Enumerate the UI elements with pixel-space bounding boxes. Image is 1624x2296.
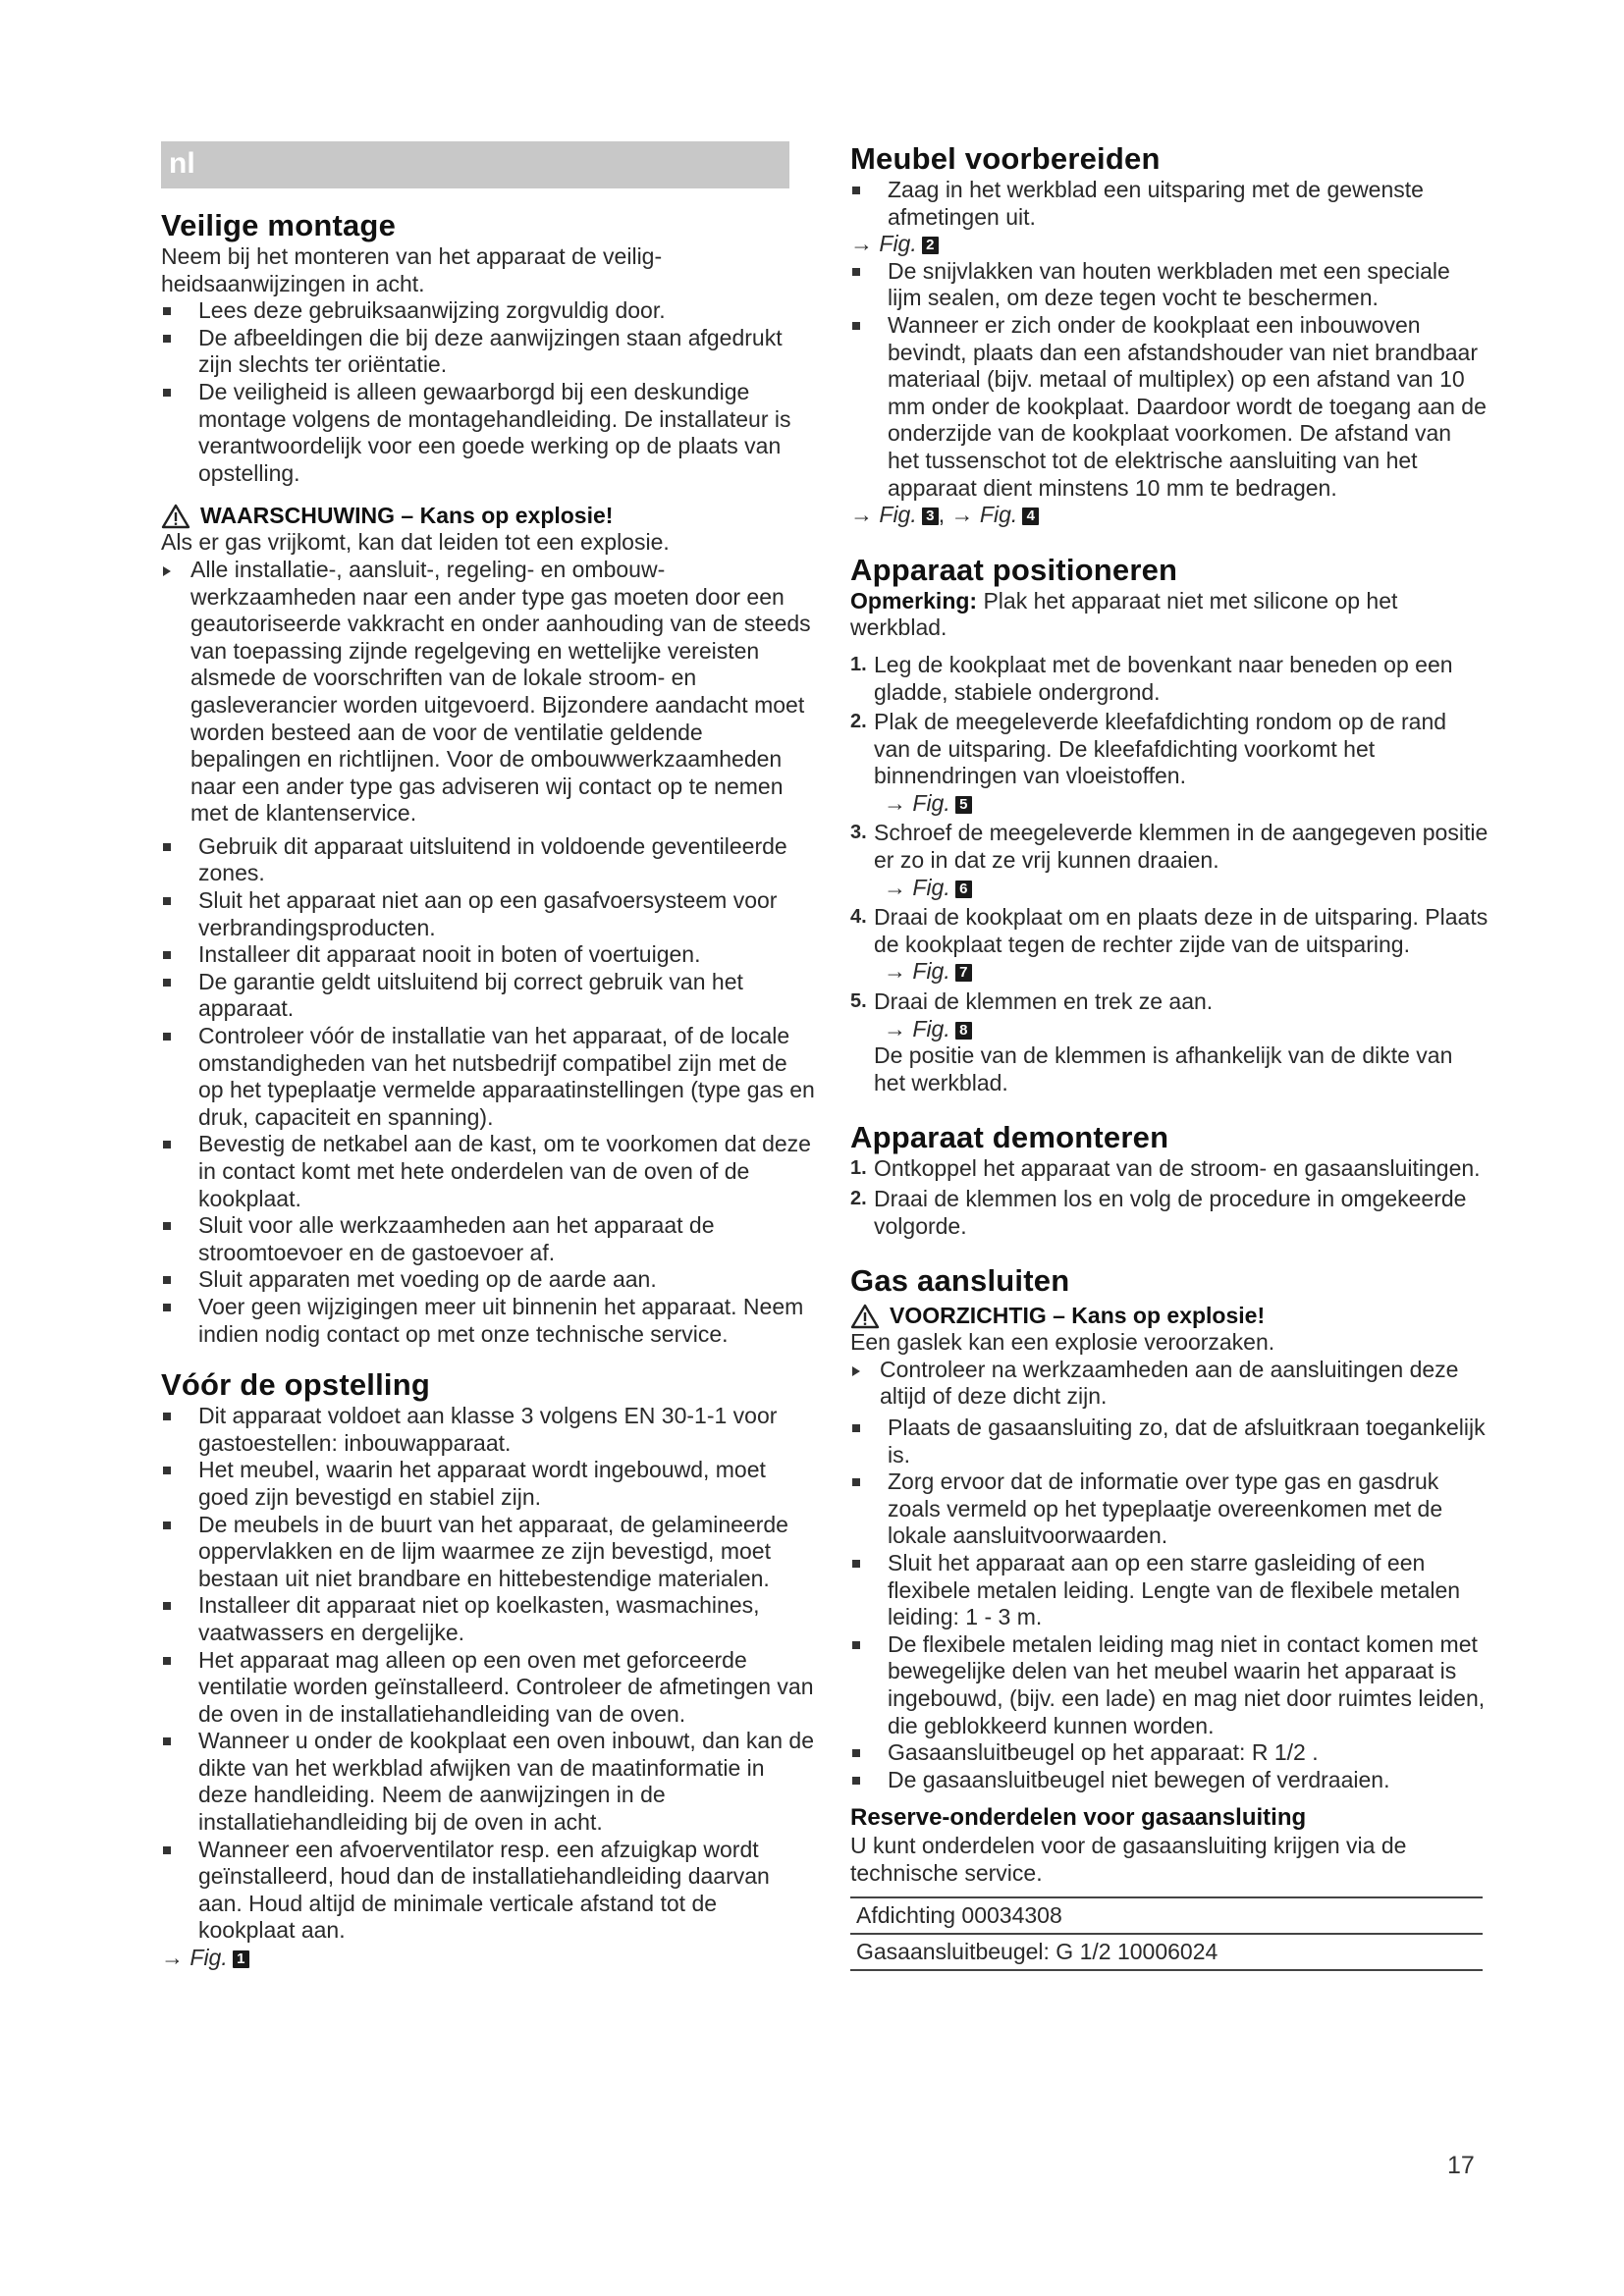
table-cell: Afdichting 00034308 (850, 1897, 1483, 1934)
step-text: Plak de meegeleverde kleefafdichting rondom op de rand van de uitsparing. De kleefafdichting voorkomt het binnendringen van vloeistoffen. (874, 709, 1447, 789)
warning-icon (850, 1304, 880, 1329)
list-item: De meubels in de buurt van het apparaat, de gelamineerde oppervlakken en de lijm waarmee ze zijn bevestigd, moet bestaan uit niet brandbare en hittebestendige materialen. (161, 1512, 815, 1593)
fig-label: Fig. (912, 958, 950, 985)
fig-number: 4 (1022, 507, 1039, 525)
list-item: Bevestig de netkabel aan de kast, om te voorkomen dat deze in contact komt met hete onderdelen van de oven of de kookplaat. (161, 1131, 815, 1212)
fig-number: 7 (955, 964, 972, 982)
step-item (850, 709, 1489, 817)
note-text: Plak het apparaat niet met silicone op het werkblad. (850, 587, 1398, 641)
fig-label: Fig. (912, 789, 950, 816)
caution-title: VOORZICHTIG – Kans op explosie! (890, 1303, 1266, 1329)
list-item: Wanneer er zich onder de kookplaat een inbouwoven bevindt, plaats dan een afstandshouder van niet brandbaar materiaal (bijv. metaal of multiplex) op een afstand van 10 mm onder de kookplaat. Daardoor wordt de toegang aan de onderzijde van de kookplaat voorkomen. De afstand van het tussenschot tot de elektrische aansluiting van het apparaat dient minstens 10 mm te bedragen. (850, 312, 1489, 502)
section-meubel (850, 141, 1489, 1971)
step-item (850, 1155, 1489, 1183)
figure-reference: → Fig. 3 , → Fig. 4 (850, 502, 1489, 529)
parts-table (850, 1896, 1483, 1971)
note (850, 588, 1489, 642)
warning-action: Alle installatie-, aansluit-, regeling- en ombouwwerkzaamheden naar een ander type gas moeten door een geautoriseerde vakkracht en onder aanhouding van de steeds van toepassing zijnde regelgeving en wettelijke vereisten alsmede de voorschriften van de lokale stroom- en gasleverancier worden uitgevoerd. Bijzondere aandacht moet worden besteed aan de voor de ventilatie geldende bepalingen en richtlijnen. Voor de ombouwwerkzaamheden naar een ander type gas adviseren wij contact op te nemen met de klantenservice. (161, 557, 815, 828)
heading-veilige-montage: Veilige montage (161, 208, 397, 242)
heading-gas-aansluiten: Gas aansluiten (850, 1263, 1070, 1299)
step-note: De positie van de klemmen is afhankelijk van de dikte van het werkblad. (874, 1042, 1453, 1095)
step-number: 3. (850, 822, 867, 844)
list-item: De gasaansluitbeugel niet bewegen of verdraaien. (850, 1767, 1489, 1794)
list-item: Controleer vóór de installatie van het apparaat, of de locale omstandigheden van het nutsbedrijf compatibel zijn met de op het typeplaatje vermelde apparaatinstellingen (type gas en druk, capaciteit en spanning). (161, 1023, 815, 1131)
fig-label: Fig. (979, 502, 1018, 528)
note-label: Opmerking: (850, 587, 978, 614)
heading-voor-opstelling: Vóór de opstelling (161, 1367, 431, 1403)
warning-icon (161, 504, 190, 529)
list-item: Sluit apparaten met voeding op de aarde aan. (161, 1266, 815, 1294)
step-number: 2. (850, 1188, 867, 1209)
caution-heading (850, 1303, 1489, 1329)
list-item: Gebruik dit apparaat uitsluitend in voldoende geventileerde zones. (161, 833, 815, 887)
step-number: 1. (850, 1157, 867, 1180)
table-row (850, 1934, 1483, 1970)
warning-title: WAARSCHUWING – Kans op explosie! (200, 503, 614, 529)
list-item: Plaats de gasaansluiting zo, dat de afsluitkraan toegankelijk is. (850, 1415, 1489, 1468)
list-item: De flexibele metalen leiding mag niet in contact komen met bewegelijke delen van het meubel waarin het apparaat is ingebouwd, (bijv. een lade) en mag niet door ruimtes leiden, die geblokkeerd kunnen worden. (850, 1631, 1489, 1739)
step-text: Ontkoppel het apparaat van de stroom- en gasaansluitingen. (874, 1155, 1481, 1182)
caution-action: Controleer na werkzaamheden aan de aansluitingen deze altijd of deze dicht zijn. (850, 1357, 1489, 1411)
table-cell: Gasaansluitbeugel: G 1/2 10006024 (850, 1934, 1483, 1970)
step-text: Leg de kookplaat met de bovenkant naar beneden op een gladde, stabiele ondergrond. (874, 651, 1453, 705)
figure-reference: → Fig. 5 (874, 790, 1489, 818)
step-item (850, 904, 1489, 986)
list-item: De veiligheid is alleen gewaarborgd bij een deskundige montage volgens de montagehandleiding. De installateur is verantwoordelijk voor een goede werking op de plaats van opstelling. (161, 379, 815, 487)
list-item: Gasaansluitbeugel op het apparaat: R 1/2 . (850, 1739, 1489, 1767)
warning-text: Als er gas vrijkomt, kan dat leiden tot een explosie. (161, 529, 670, 556)
fig-label: Fig. (912, 1015, 950, 1041)
list-item: Installeer dit apparaat niet op koelkasten, wasmachines, vaatwassers en dergelijke. (161, 1592, 815, 1646)
list-item: Dit apparaat voldoet aan klasse 3 volgens EN 30-1-1 voor gastoestellen: inbouwapparaat. (161, 1403, 815, 1457)
list-item: De garantie geldt uitsluitend bij correct gebruik van het apparaat. (161, 969, 815, 1023)
step-item (850, 1186, 1489, 1240)
step-number: 4. (850, 906, 867, 929)
step-number: 5. (850, 990, 867, 1013)
list-item: Sluit voor alle werkzaamheden aan het apparaat de stroomtoevoer en de gastoevoer af. (161, 1212, 815, 1266)
parts-intro: U kunt onderdelen voor de gasaansluiting krijgen via de technische service. (850, 1833, 1407, 1886)
figure-reference: → Fig. 2 (850, 231, 1489, 258)
fig-label: Fig. (189, 1945, 228, 1971)
fig-number: 6 (955, 881, 972, 898)
list-item: Zaag in het werkblad een uitsparing met de gewenste afmetingen uit. (850, 177, 1489, 231)
step-item (850, 820, 1489, 901)
heading-reserve-onderdelen: Reserve-onderdelen voor gasaansluiting (850, 1804, 1307, 1832)
list-item: De snijvlakken van houten werkbladen met een speciale lijm sealen, om deze tegen vocht te beschermen. (850, 258, 1489, 312)
figure-reference: → Fig. 7 (874, 958, 1489, 986)
list-item: Lees deze gebruiksaanwijzing zorgvuldig door. (161, 297, 815, 325)
list-item: Sluit het apparaat aan op een starre gasleiding of een flexibele metalen leiding. Lengte van de flexibele metalen leiding: 1 - 3 m. (850, 1550, 1489, 1631)
list-item: Zorg ervoor dat de informatie over type gas en gasdruk zoals vermeld op het typeplaatje overeenkomen met de lokale aansluitvoorwaarden. (850, 1468, 1489, 1550)
step-text: Draai de klemmen los en volg de procedure in omgekeerde volgorde. (874, 1186, 1467, 1239)
caution-text: Een gaslek kan een explosie veroorzaken. (850, 1329, 1275, 1356)
list-item: Voer geen wijzigingen meer uit binnenin het apparaat. Neem indien nodig contact op met onze technische service. (161, 1294, 815, 1348)
page-number: 17 (1447, 2152, 1475, 2179)
step-number: 1. (850, 653, 867, 675)
step-text: Schroef de meegeleverde klemmen in de aangegeven positie er zo in dat ze vrij kunnen draaien. (874, 820, 1489, 874)
list-item: Wanneer u onder de kookplaat een oven inbouwt, dan kan de dikte van het werkblad afwijken van de maatinformatie in deze handleiding. Neem de aanwijzingen in de installatiehandleiding bij de oven in acht. (161, 1728, 815, 1836)
list-item: Het meubel, waarin het apparaat wordt ingebouwd, moet goed zijn bevestigd en stabiel zijn. (161, 1457, 815, 1511)
step-item (850, 988, 1489, 1096)
fig-label: Fig. (879, 502, 917, 528)
list-item: Het apparaat mag alleen op een oven met geforceerde ventilatie worden geïnstalleerd. Controleer de afmetingen van de oven in de installatiehandleiding van de oven. (161, 1647, 815, 1729)
step-text: Draai de kookplaat om en plaats deze in de uitsparing. Plaats de kookplaat tegen de rechter zijde van de uitsparing. (874, 904, 1489, 957)
figure-reference: → Fig. 8 (874, 1016, 1489, 1043)
list-item: Sluit het apparaat niet aan op een gasafvoersysteem voor verbrandingsproducten. (161, 887, 815, 941)
fig-number: 1 (233, 1950, 249, 1968)
step-item (850, 652, 1489, 706)
language-tab (161, 141, 789, 188)
fig-label: Fig. (879, 231, 917, 257)
fig-label: Fig. (912, 874, 950, 900)
step-number: 2. (850, 711, 867, 733)
language-code: nl (169, 147, 195, 180)
table-row (850, 1897, 1483, 1934)
list-item: De afbeeldingen die bij deze aanwijzingen staan afgedrukt zijn slechts ter oriëntatie. (161, 325, 815, 379)
section-veilige-montage (161, 208, 815, 1972)
figure-reference: → Fig. 6 (874, 875, 1489, 902)
heading-meubel-voorbereiden: Meubel voorbereiden (850, 141, 1161, 176)
fig-number: 5 (955, 796, 972, 814)
fig-number: 2 (922, 237, 939, 254)
heading-apparaat-demonteren: Apparaat demonteren (850, 1120, 1169, 1155)
heading-apparaat-positioneren: Apparaat positioneren (850, 552, 1178, 587)
figure-reference: → Fig. 1 (161, 1945, 815, 1972)
fig-number: 3 (922, 507, 939, 525)
list-item: Wanneer een afvoerventilator resp. een afzuigkap wordt geïnstalleerd, houd dan de installatiehandleiding daarvan aan. Houd altijd de minimale verticale afstand tot de kookplaat aan. (161, 1837, 815, 1945)
intro-text: Neem bij het monteren van het apparaat de veiligheidsaanwijzingen in acht. (161, 243, 663, 296)
list-item: Installeer dit apparaat nooit in boten of voertuigen. (161, 941, 815, 969)
warning-heading (161, 503, 815, 529)
step-text: Draai de klemmen en trek ze aan. (874, 988, 1214, 1015)
fig-number: 8 (955, 1022, 972, 1040)
